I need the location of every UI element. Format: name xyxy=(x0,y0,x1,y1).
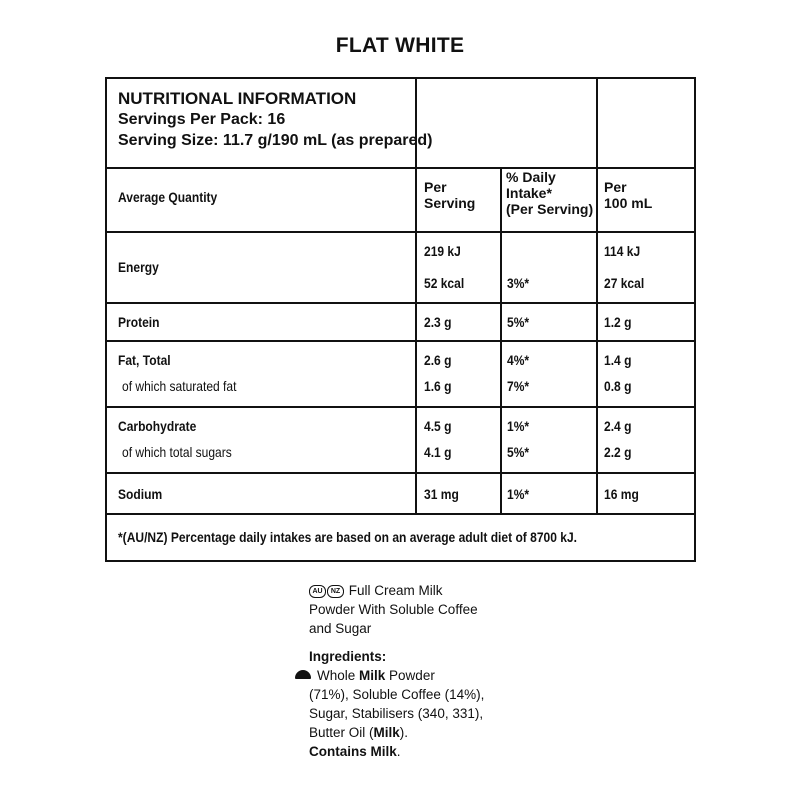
sodium-per-100: 16 mg xyxy=(604,486,639,502)
product-title: FLAT WHITE xyxy=(335,34,465,57)
saturated-fat-label: of which saturated fat xyxy=(122,378,237,394)
energy-per-serving-kcal: 52 kcal xyxy=(424,275,465,291)
row-divider-sodium xyxy=(107,513,694,515)
allergen-statement: Contains Milk. xyxy=(309,744,401,759)
sodium-daily-intake: 1%* xyxy=(507,486,530,502)
carbohydrate-per-100: 2.4 g xyxy=(604,418,632,434)
protein-per-100: 1.2 g xyxy=(604,314,632,330)
energy-per-serving-kj: 219 kJ xyxy=(424,243,461,259)
ingredients-line-3: Sugar, Stabilisers (340, 331), xyxy=(309,706,484,721)
nutrition-panel xyxy=(105,77,696,562)
saturated-fat-per-100: 0.8 g xyxy=(604,378,632,394)
row-divider-columns xyxy=(107,231,694,233)
col-header-quantity: Average Quantity xyxy=(118,189,218,205)
fat-per-serving: 2.6 g xyxy=(424,352,452,368)
sodium-per-serving: 31 mg xyxy=(424,486,459,502)
col-divider-3 xyxy=(596,79,598,513)
fat-daily-intake: 4%* xyxy=(507,352,530,368)
sugars-daily-intake: 5%* xyxy=(507,444,530,460)
row-divider-header xyxy=(107,167,694,169)
row-divider-protein xyxy=(107,340,694,342)
energy-daily-intake: 3%* xyxy=(507,275,530,291)
col-header-daily-intake: % Daily Intake* (Per Serving) xyxy=(506,169,594,217)
description-line-2: Powder With Soluble Coffee xyxy=(309,602,478,617)
saturated-fat-per-serving: 1.6 g xyxy=(424,378,452,394)
sugars-label: of which total sugars xyxy=(122,444,232,460)
carbohydrate-per-serving: 4.5 g xyxy=(424,418,452,434)
col-header-per-100ml: Per 100 mL xyxy=(604,179,653,211)
fat-label: Fat, Total xyxy=(118,352,171,368)
description-line-1: AU NZ Full Cream Milk xyxy=(309,581,478,600)
col-header-per-serving: Per Serving xyxy=(424,179,476,211)
ingredients-line-1: Whole Milk Powder xyxy=(295,666,484,685)
fat-per-100: 1.4 g xyxy=(604,352,632,368)
energy-per-100-kcal: 27 kcal xyxy=(604,275,645,291)
energy-per-100-kj: 114 kJ xyxy=(604,243,641,259)
sodium-label: Sodium xyxy=(118,486,163,502)
row-divider-energy xyxy=(107,302,694,304)
coffee-capsule-icon xyxy=(295,670,311,679)
carbohydrate-label: Carbohydrate xyxy=(118,418,197,434)
protein-label: Protein xyxy=(118,314,160,330)
nz-badge: NZ xyxy=(327,585,344,598)
au-badge: AU xyxy=(309,585,326,598)
ingredients-line-4: Butter Oil (Milk). xyxy=(309,725,409,740)
row-divider-fat xyxy=(107,406,694,408)
servings-per-pack: Servings Per Pack: 16 xyxy=(118,111,286,128)
carbohydrate-daily-intake: 1%* xyxy=(507,418,530,434)
sugars-per-serving: 4.1 g xyxy=(424,444,452,460)
protein-daily-intake: 5%* xyxy=(507,314,530,330)
ingredients-heading: Ingredients: xyxy=(309,649,387,664)
panel-heading: NUTRITIONAL INFORMATION xyxy=(118,89,357,108)
product-description xyxy=(309,581,478,638)
energy-label: Energy xyxy=(118,259,159,275)
saturated-fat-daily-intake: 7%* xyxy=(507,378,530,394)
protein-per-serving: 2.3 g xyxy=(424,314,452,330)
description-line-3: and Sugar xyxy=(309,621,372,636)
ingredients-line-2: (71%), Soluble Coffee (14%), xyxy=(309,687,485,702)
serving-size: Serving Size: 11.7 g/190 mL (as prepared) xyxy=(118,132,433,149)
ingredients-block xyxy=(309,647,484,761)
daily-intake-footnote: *(AU/NZ) Percentage daily intakes are based on an average adult diet of 8700 kJ. xyxy=(118,529,578,545)
row-divider-carb xyxy=(107,472,694,474)
sugars-per-100: 2.2 g xyxy=(604,444,632,460)
